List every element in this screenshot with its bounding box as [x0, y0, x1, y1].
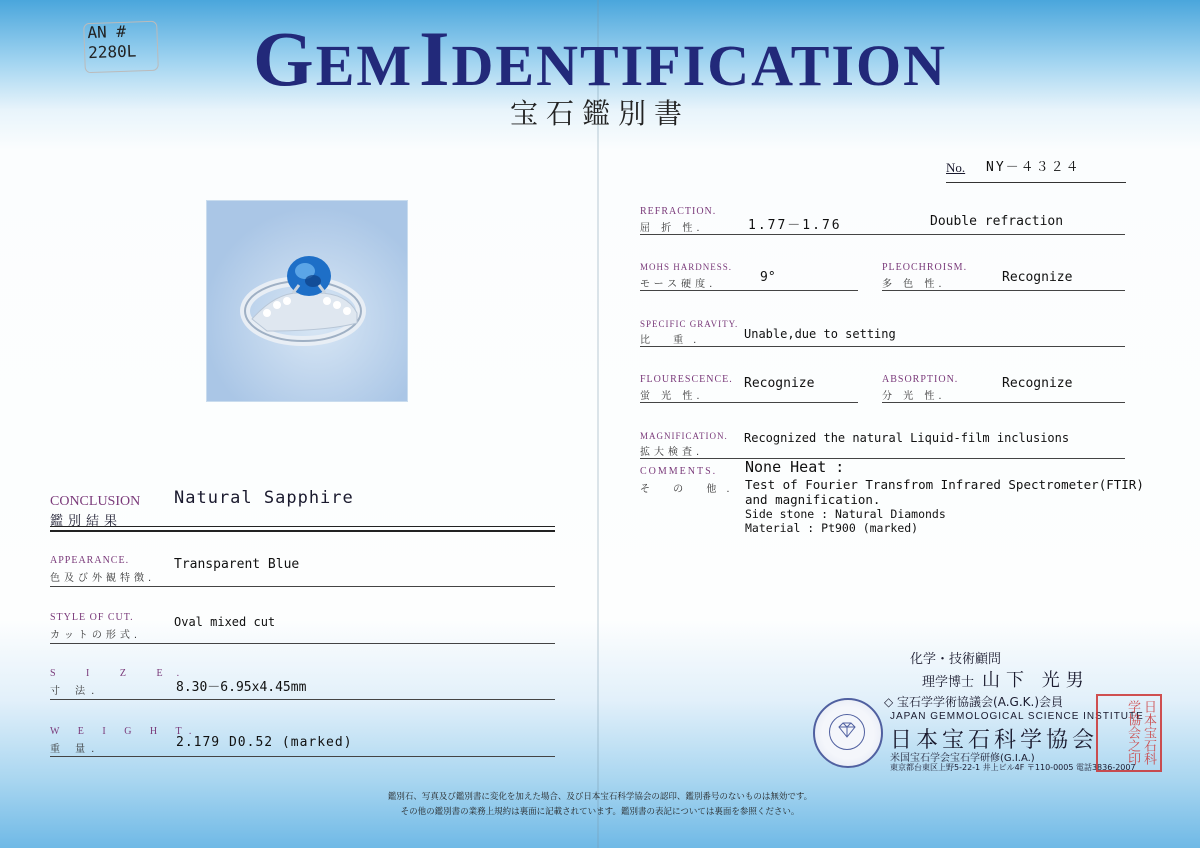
magnification-label-en: MAGNIFICATION.: [640, 431, 728, 441]
appearance-value: Transparent Blue: [174, 557, 300, 572]
footer-line1: 鑑別石、写真及び鑑別書に変化を加えた場合、及び日本宝石科学協会の認印、鑑別番号のないものは無効です。: [387, 792, 813, 802]
certificate-number-value: NY－４３２４: [986, 160, 1081, 175]
refraction-value: 1.77－1.76: [748, 218, 842, 233]
org-name-jp: 日本宝石科学協会: [890, 728, 1099, 753]
conclusion-value: Natural Sapphire: [174, 488, 354, 508]
ring-image-icon: [207, 201, 407, 401]
ring-photo: [206, 200, 408, 402]
appearance-label-en: APPEARANCE.: [50, 555, 130, 566]
absorption-field: [882, 372, 1125, 403]
flourescence-value: Recognize: [744, 376, 815, 391]
title-first-rest: EM: [315, 33, 414, 98]
specific-gravity-label-en: SPECIFIC GRAVITY.: [640, 319, 739, 329]
flourescence-field: [640, 372, 858, 403]
specific-gravity-field: [640, 317, 1125, 347]
size-label-en: S I Z E.: [50, 668, 194, 679]
pleochroism-label-jp: 多 色 性.: [882, 279, 946, 290]
weight-label-en: W E I G H T.: [50, 726, 200, 737]
magnification-field: [640, 429, 1125, 459]
pleochroism-field: [882, 260, 1125, 291]
flourescence-label-en: FLOURESCENCE.: [640, 374, 733, 385]
red-stamp: [1096, 694, 1162, 772]
footer-line2: その他の鑑別書の業務上規約は裏面に記載されています。鑑別書の表記については裏面を参照ください。: [400, 807, 800, 817]
comments-label-jp: そ の 他.: [640, 484, 740, 495]
refraction-label-jp: 屈 折 性.: [640, 223, 704, 234]
comments-line1: None Heat :: [745, 458, 845, 476]
advisor-title: 化学・技術顧問: [910, 652, 1002, 667]
refraction-type-value: Double refraction: [930, 214, 1064, 229]
pleochroism-label-en: PLEOCHROISM.: [882, 262, 968, 273]
title-first-cap: G: [253, 15, 316, 102]
absorption-label-en: ABSORPTION.: [882, 374, 959, 385]
pleochroism-value: Recognize: [1002, 270, 1073, 285]
advisor-name: 山下 光男: [982, 670, 1090, 691]
org-address: 東京都台東区上野5-22-1 井上ビル4F 〒110-0005 電話3836-2007: [890, 763, 1136, 772]
org-member: ◇ 宝石学学術協議会(A.G.K.)会員: [884, 695, 1064, 709]
org-name-en: JAPAN GEMMOLOGICAL SCIENCE INSTITUTE: [890, 711, 1144, 722]
comments-line5: Material : Pt900 (marked): [745, 521, 919, 535]
appearance-field: [50, 552, 555, 587]
specific-gravity-value: Unable,due to setting: [744, 327, 896, 341]
institute-seal-icon: [813, 698, 883, 768]
mohs-hardness-label-jp: モース硬度.: [640, 279, 717, 290]
size-field: [50, 666, 555, 700]
org-affiliation: 米国宝石学会宝石学研修(G.I.A.): [890, 753, 1035, 764]
weight-label-jp: 重 量.: [50, 744, 101, 755]
mohs-hardness-label-en: MOHS HARDNESS.: [640, 262, 733, 272]
certificate-number: [946, 156, 1126, 183]
comments-label-en: COMMENTS.: [640, 466, 718, 477]
conclusion-rule-thick: [50, 530, 555, 532]
handwritten-note-line1: AN #: [87, 21, 127, 43]
magnification-label-jp: 拡大検査.: [640, 447, 704, 458]
advisor-line: [922, 666, 1090, 692]
conclusion-label-jp: 鑑別結果: [50, 514, 123, 529]
refraction-field: [640, 204, 1125, 235]
comments-block: [745, 458, 1144, 535]
comments-line3: and magnification.: [745, 492, 881, 507]
red-stamp-text: 日本宝石科学協会之印: [1125, 699, 1156, 765]
flourescence-label-jp: 蛍 光 性.: [640, 391, 704, 402]
page-subtitle: 宝石鑑別書: [509, 97, 690, 130]
comments-line2: Test of Fourier Transfrom Infrared Spectrometer(FTIR): [745, 477, 1144, 492]
mohs-hardness-field: [640, 260, 858, 291]
conclusion-rule: [50, 526, 555, 527]
style-of-cut-label-en: STYLE OF CUT.: [50, 612, 134, 623]
absorption-value: Recognize: [1002, 376, 1073, 391]
certificate-number-label: No.: [946, 160, 966, 175]
conclusion-label-en: CONCLUSION: [50, 494, 141, 509]
weight-field: [50, 724, 555, 757]
style-of-cut-label-jp: カットの形式.: [50, 630, 142, 641]
mohs-hardness-value: 9°: [760, 270, 776, 285]
weight-value: 2.179 D0.52 (marked): [176, 735, 353, 750]
size-value: 8.30－6.95x4.45mm: [176, 680, 307, 695]
appearance-label-jp: 色及び外観特徴.: [50, 573, 156, 584]
absorption-label-jp: 分 光 性.: [882, 391, 946, 402]
handwritten-note-line2: 2280L: [87, 41, 137, 63]
size-label-jp: 寸 法.: [50, 686, 101, 697]
specific-gravity-label-jp: 比 重.: [640, 335, 707, 346]
magnification-value: Recognized the natural Liquid-film inclusions: [744, 431, 1070, 445]
refraction-label-en: REFRACTION.: [640, 206, 717, 217]
style-of-cut-field: [50, 609, 555, 644]
page-title: [0, 14, 1200, 104]
advisor-degree: 理学博士: [922, 675, 975, 690]
comments-line4: Side stone : Natural Diamonds: [745, 507, 946, 521]
title-second-cap: I: [419, 15, 452, 102]
style-of-cut-value: Oval mixed cut: [174, 615, 276, 629]
title-second-rest: DENTIFICATION: [451, 33, 947, 98]
